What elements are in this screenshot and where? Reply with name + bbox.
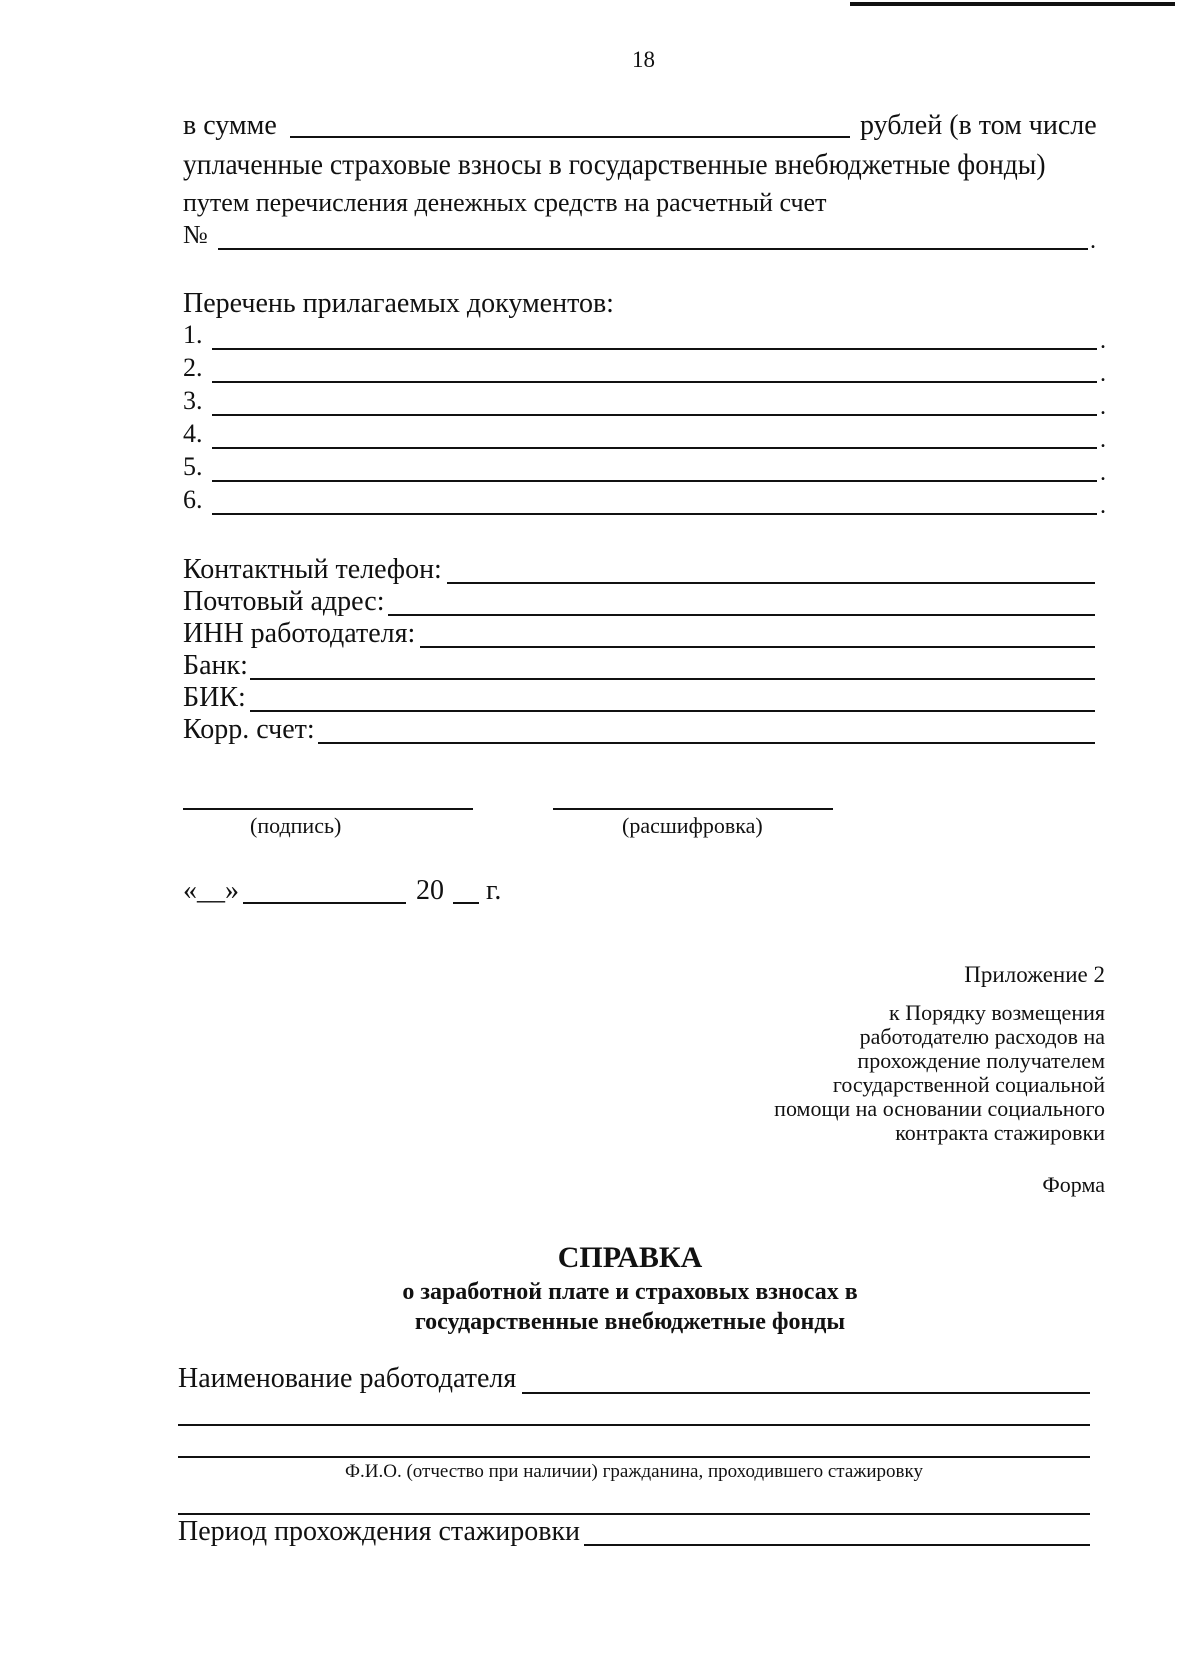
appendix-line: помощи на основании социального — [774, 1096, 1105, 1121]
address-label: Почтовый адрес: — [183, 586, 385, 617]
document-item-field-1[interactable] — [212, 348, 1097, 350]
document-item-number: 4. — [183, 419, 203, 448]
bik-field[interactable] — [250, 710, 1095, 712]
signature-caption: (подпись) — [250, 813, 342, 838]
document-item-period: . — [1100, 493, 1106, 519]
document-item-period: . — [1100, 460, 1106, 486]
documents-heading: Перечень прилагаемых документов: — [183, 288, 614, 319]
date-year-field[interactable] — [453, 902, 479, 904]
corr-account-field[interactable] — [318, 742, 1095, 744]
date-month-field[interactable] — [243, 902, 406, 904]
document-item-field-2[interactable] — [212, 381, 1097, 383]
corr-account-label: Корр. счет: — [183, 714, 315, 745]
appendix-line: контракта стажировки — [895, 1120, 1105, 1145]
appendix-line: прохождение получателем — [857, 1048, 1105, 1073]
fio-field-2[interactable] — [178, 1513, 1090, 1515]
bik-label: БИК: — [183, 682, 246, 713]
sum-field[interactable] — [290, 136, 850, 138]
account-number-sign: № — [183, 220, 208, 249]
form-label: Форма — [1042, 1172, 1105, 1197]
date-day[interactable]: «__» — [183, 875, 239, 906]
appendix-title: Приложение 2 — [964, 962, 1105, 987]
insurance-text: уплаченные страховые взносы в государственные внебюджетные фонды) — [183, 148, 1046, 181]
employer-name-field-2[interactable] — [178, 1424, 1090, 1426]
appendix-line: к Порядку возмещения — [889, 1000, 1105, 1025]
fio-field[interactable] — [178, 1456, 1090, 1458]
date-year-prefix: 20 — [416, 875, 444, 906]
document-item-field-5[interactable] — [212, 480, 1097, 482]
document-item-period: . — [1100, 328, 1106, 354]
document-item-field-4[interactable] — [212, 447, 1097, 449]
period-label: Период прохождения стажировки — [178, 1516, 581, 1547]
document-item-period: . — [1100, 361, 1106, 387]
inn-label: ИНН работодателя: — [183, 618, 416, 649]
date-year-suffix: г. — [486, 875, 502, 906]
certificate-subtitle-line1: о заработной плате и страховых взносах в — [402, 1279, 858, 1305]
document-item-period: . — [1100, 427, 1106, 453]
decode-caption: (расшифровка) — [622, 813, 763, 838]
appendix-line: государственной социальной — [832, 1072, 1105, 1097]
address-field[interactable] — [388, 614, 1095, 616]
inn-field[interactable] — [420, 646, 1095, 648]
phone-label: Контактный телефон: — [183, 554, 442, 585]
document-item-period: . — [1100, 394, 1106, 420]
transfer-text: путем перечисления денежных средств на расчетный счет — [183, 188, 827, 217]
document-item-number: 5. — [183, 452, 203, 481]
certificate-title: СПРАВКА — [557, 1241, 703, 1274]
top-rule — [850, 2, 1175, 6]
account-number-field[interactable] — [218, 248, 1088, 250]
document-item-field-6[interactable] — [212, 513, 1097, 515]
signature-field[interactable] — [183, 808, 473, 810]
period-field[interactable] — [584, 1544, 1090, 1546]
document-item-number: 1. — [183, 320, 203, 349]
account-period: . — [1090, 228, 1096, 254]
rubles-label: рублей (в том числе — [860, 110, 1097, 141]
certificate-subtitle-line2: государственные внебюджетные фонды — [414, 1309, 846, 1335]
employer-name-field[interactable] — [522, 1392, 1090, 1394]
fio-caption: Ф.И.О. (отчество при наличии) гражданина, проходившего стажировку — [345, 1461, 923, 1482]
document-item-number: 2. — [183, 353, 203, 382]
bank-label: Банк: — [183, 650, 248, 681]
phone-field[interactable] — [447, 582, 1095, 584]
bank-field[interactable] — [250, 678, 1095, 680]
document-item-number: 3. — [183, 386, 203, 415]
page-number: 18 — [632, 47, 655, 72]
appendix-line: работодателю расходов на — [859, 1024, 1105, 1049]
decode-field[interactable] — [553, 808, 833, 810]
document-item-number: 6. — [183, 485, 203, 514]
sum-label: в сумме — [183, 110, 277, 141]
document-item-field-3[interactable] — [212, 414, 1097, 416]
employer-name-label: Наименование работодателя — [178, 1363, 517, 1394]
